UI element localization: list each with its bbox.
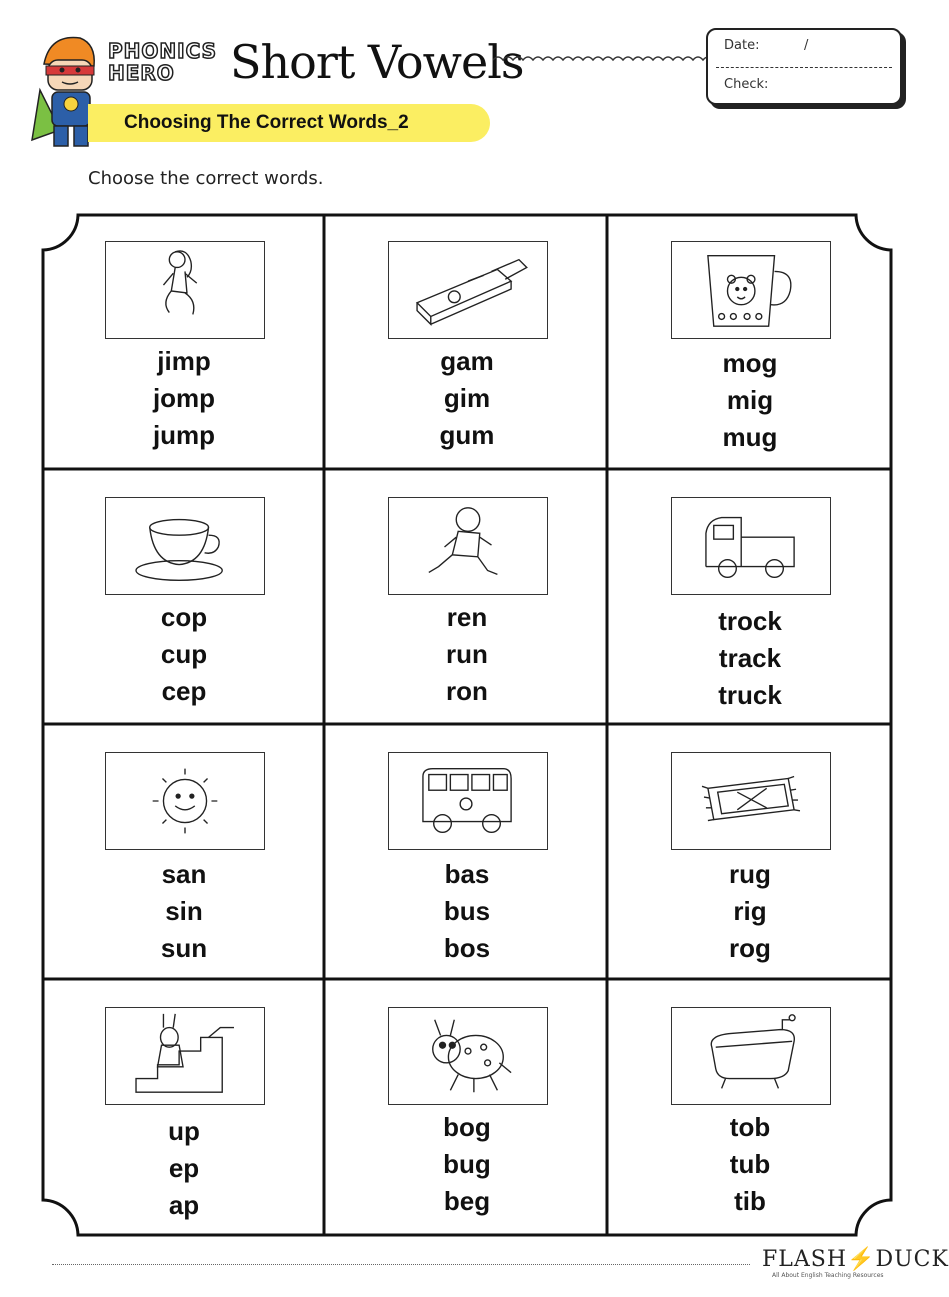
footer-dotted-line xyxy=(52,1264,750,1265)
word-option[interactable]: mog xyxy=(722,348,778,378)
page-title: Short Vowels xyxy=(230,35,524,89)
word-option[interactable]: jimp xyxy=(157,346,211,376)
picture-frame xyxy=(105,752,265,850)
word-option[interactable]: rug xyxy=(729,859,771,889)
word-card xyxy=(326,726,608,980)
word-option[interactable]: gum xyxy=(439,420,495,450)
word-option[interactable]: gim xyxy=(443,383,491,413)
word-options xyxy=(326,343,608,454)
rug-icon xyxy=(672,753,830,849)
date-separator: / xyxy=(804,38,809,53)
logo-line-2: HERO xyxy=(108,61,175,85)
worksheet-grid xyxy=(40,212,894,1238)
picture-frame xyxy=(388,1007,548,1105)
word-option[interactable]: mig xyxy=(726,385,774,415)
word-option[interactable]: cup xyxy=(160,639,208,669)
picture-frame xyxy=(671,1007,831,1105)
word-option[interactable]: trock xyxy=(718,606,782,636)
word-option[interactable]: cop xyxy=(160,602,208,632)
word-option[interactable]: tub xyxy=(729,1149,771,1179)
jumping-girl-icon xyxy=(106,242,264,338)
word-option[interactable]: jomp xyxy=(152,383,216,413)
word-card xyxy=(43,215,325,469)
word-options xyxy=(43,856,325,967)
bathtub-icon xyxy=(672,1008,830,1104)
rabbit-stairs-icon xyxy=(106,1008,264,1104)
instruction-text: Choose the correct words. xyxy=(88,168,324,189)
word-option[interactable]: tob xyxy=(729,1112,771,1142)
flashduck-logo xyxy=(762,1247,949,1272)
word-card xyxy=(326,471,608,725)
word-option[interactable]: tib xyxy=(734,1186,766,1216)
word-card xyxy=(326,981,608,1235)
truck-icon xyxy=(672,498,830,594)
bus-icon xyxy=(389,753,547,849)
word-option[interactable]: run xyxy=(446,639,488,669)
picture-frame xyxy=(105,241,265,339)
check-label: Check: xyxy=(724,77,769,92)
word-card xyxy=(43,471,325,725)
word-option[interactable]: rog xyxy=(729,933,771,963)
word-option[interactable]: ap xyxy=(168,1190,200,1220)
worksheet-subtitle: Choosing The Correct Words_2 xyxy=(124,112,409,133)
word-option[interactable]: sin xyxy=(165,896,203,926)
word-card xyxy=(326,215,608,469)
word-card xyxy=(609,215,891,469)
word-options xyxy=(326,599,608,710)
wavy-divider xyxy=(493,52,708,68)
word-options xyxy=(609,856,891,967)
gum-pack-icon xyxy=(389,242,547,338)
brand-left: FLASH xyxy=(762,1247,848,1272)
word-options xyxy=(43,343,325,454)
word-option[interactable]: rig xyxy=(733,896,767,926)
word-option[interactable]: jump xyxy=(152,420,216,450)
cup-icon xyxy=(106,498,264,594)
picture-frame xyxy=(105,1007,265,1105)
word-option[interactable]: san xyxy=(161,859,207,889)
word-option[interactable]: bos xyxy=(443,933,491,963)
word-option[interactable]: up xyxy=(168,1116,200,1146)
word-option[interactable]: ep xyxy=(168,1153,200,1183)
word-card xyxy=(609,981,891,1235)
phonics-hero-logo xyxy=(108,40,217,84)
word-options xyxy=(326,1109,608,1220)
word-card xyxy=(609,726,891,980)
brand-tagline: All About English Teaching Resources xyxy=(772,1272,884,1279)
mug-icon xyxy=(672,242,830,338)
word-options xyxy=(609,1109,891,1220)
date-check-divider xyxy=(716,67,892,68)
word-options xyxy=(326,856,608,967)
date-label: Date: xyxy=(724,38,760,53)
running-boy-icon xyxy=(389,498,547,594)
picture-frame xyxy=(388,497,548,595)
word-card xyxy=(43,726,325,980)
word-card xyxy=(609,471,891,725)
picture-frame xyxy=(388,752,548,850)
picture-frame xyxy=(671,497,831,595)
word-option[interactable]: bus xyxy=(443,896,491,926)
sun-icon xyxy=(106,753,264,849)
brand-right: DUCK xyxy=(875,1247,949,1272)
word-option[interactable]: mug xyxy=(722,422,778,452)
word-option[interactable]: bas xyxy=(444,859,490,889)
picture-frame xyxy=(388,241,548,339)
word-option[interactable]: ron xyxy=(446,676,488,706)
word-option[interactable]: gam xyxy=(440,346,494,376)
word-option[interactable]: cep xyxy=(161,676,207,706)
word-option[interactable]: track xyxy=(718,643,782,673)
picture-frame xyxy=(105,497,265,595)
word-options xyxy=(609,345,891,456)
picture-frame xyxy=(671,241,831,339)
word-option[interactable]: truck xyxy=(718,680,782,710)
logo-line-1: PHONICS xyxy=(108,39,218,63)
word-card xyxy=(43,981,325,1235)
word-option[interactable]: ren xyxy=(446,602,488,632)
bug-icon xyxy=(389,1008,547,1104)
word-option[interactable]: bug xyxy=(443,1149,491,1179)
word-option[interactable]: beg xyxy=(443,1186,491,1216)
word-options xyxy=(609,603,891,714)
date-check-box xyxy=(706,28,902,105)
word-options xyxy=(43,599,325,710)
lightning-icon: ⚡ xyxy=(847,1247,876,1272)
word-option[interactable]: bog xyxy=(443,1112,491,1142)
word-option[interactable]: sun xyxy=(160,933,208,963)
picture-frame xyxy=(671,752,831,850)
word-options xyxy=(43,1113,325,1224)
